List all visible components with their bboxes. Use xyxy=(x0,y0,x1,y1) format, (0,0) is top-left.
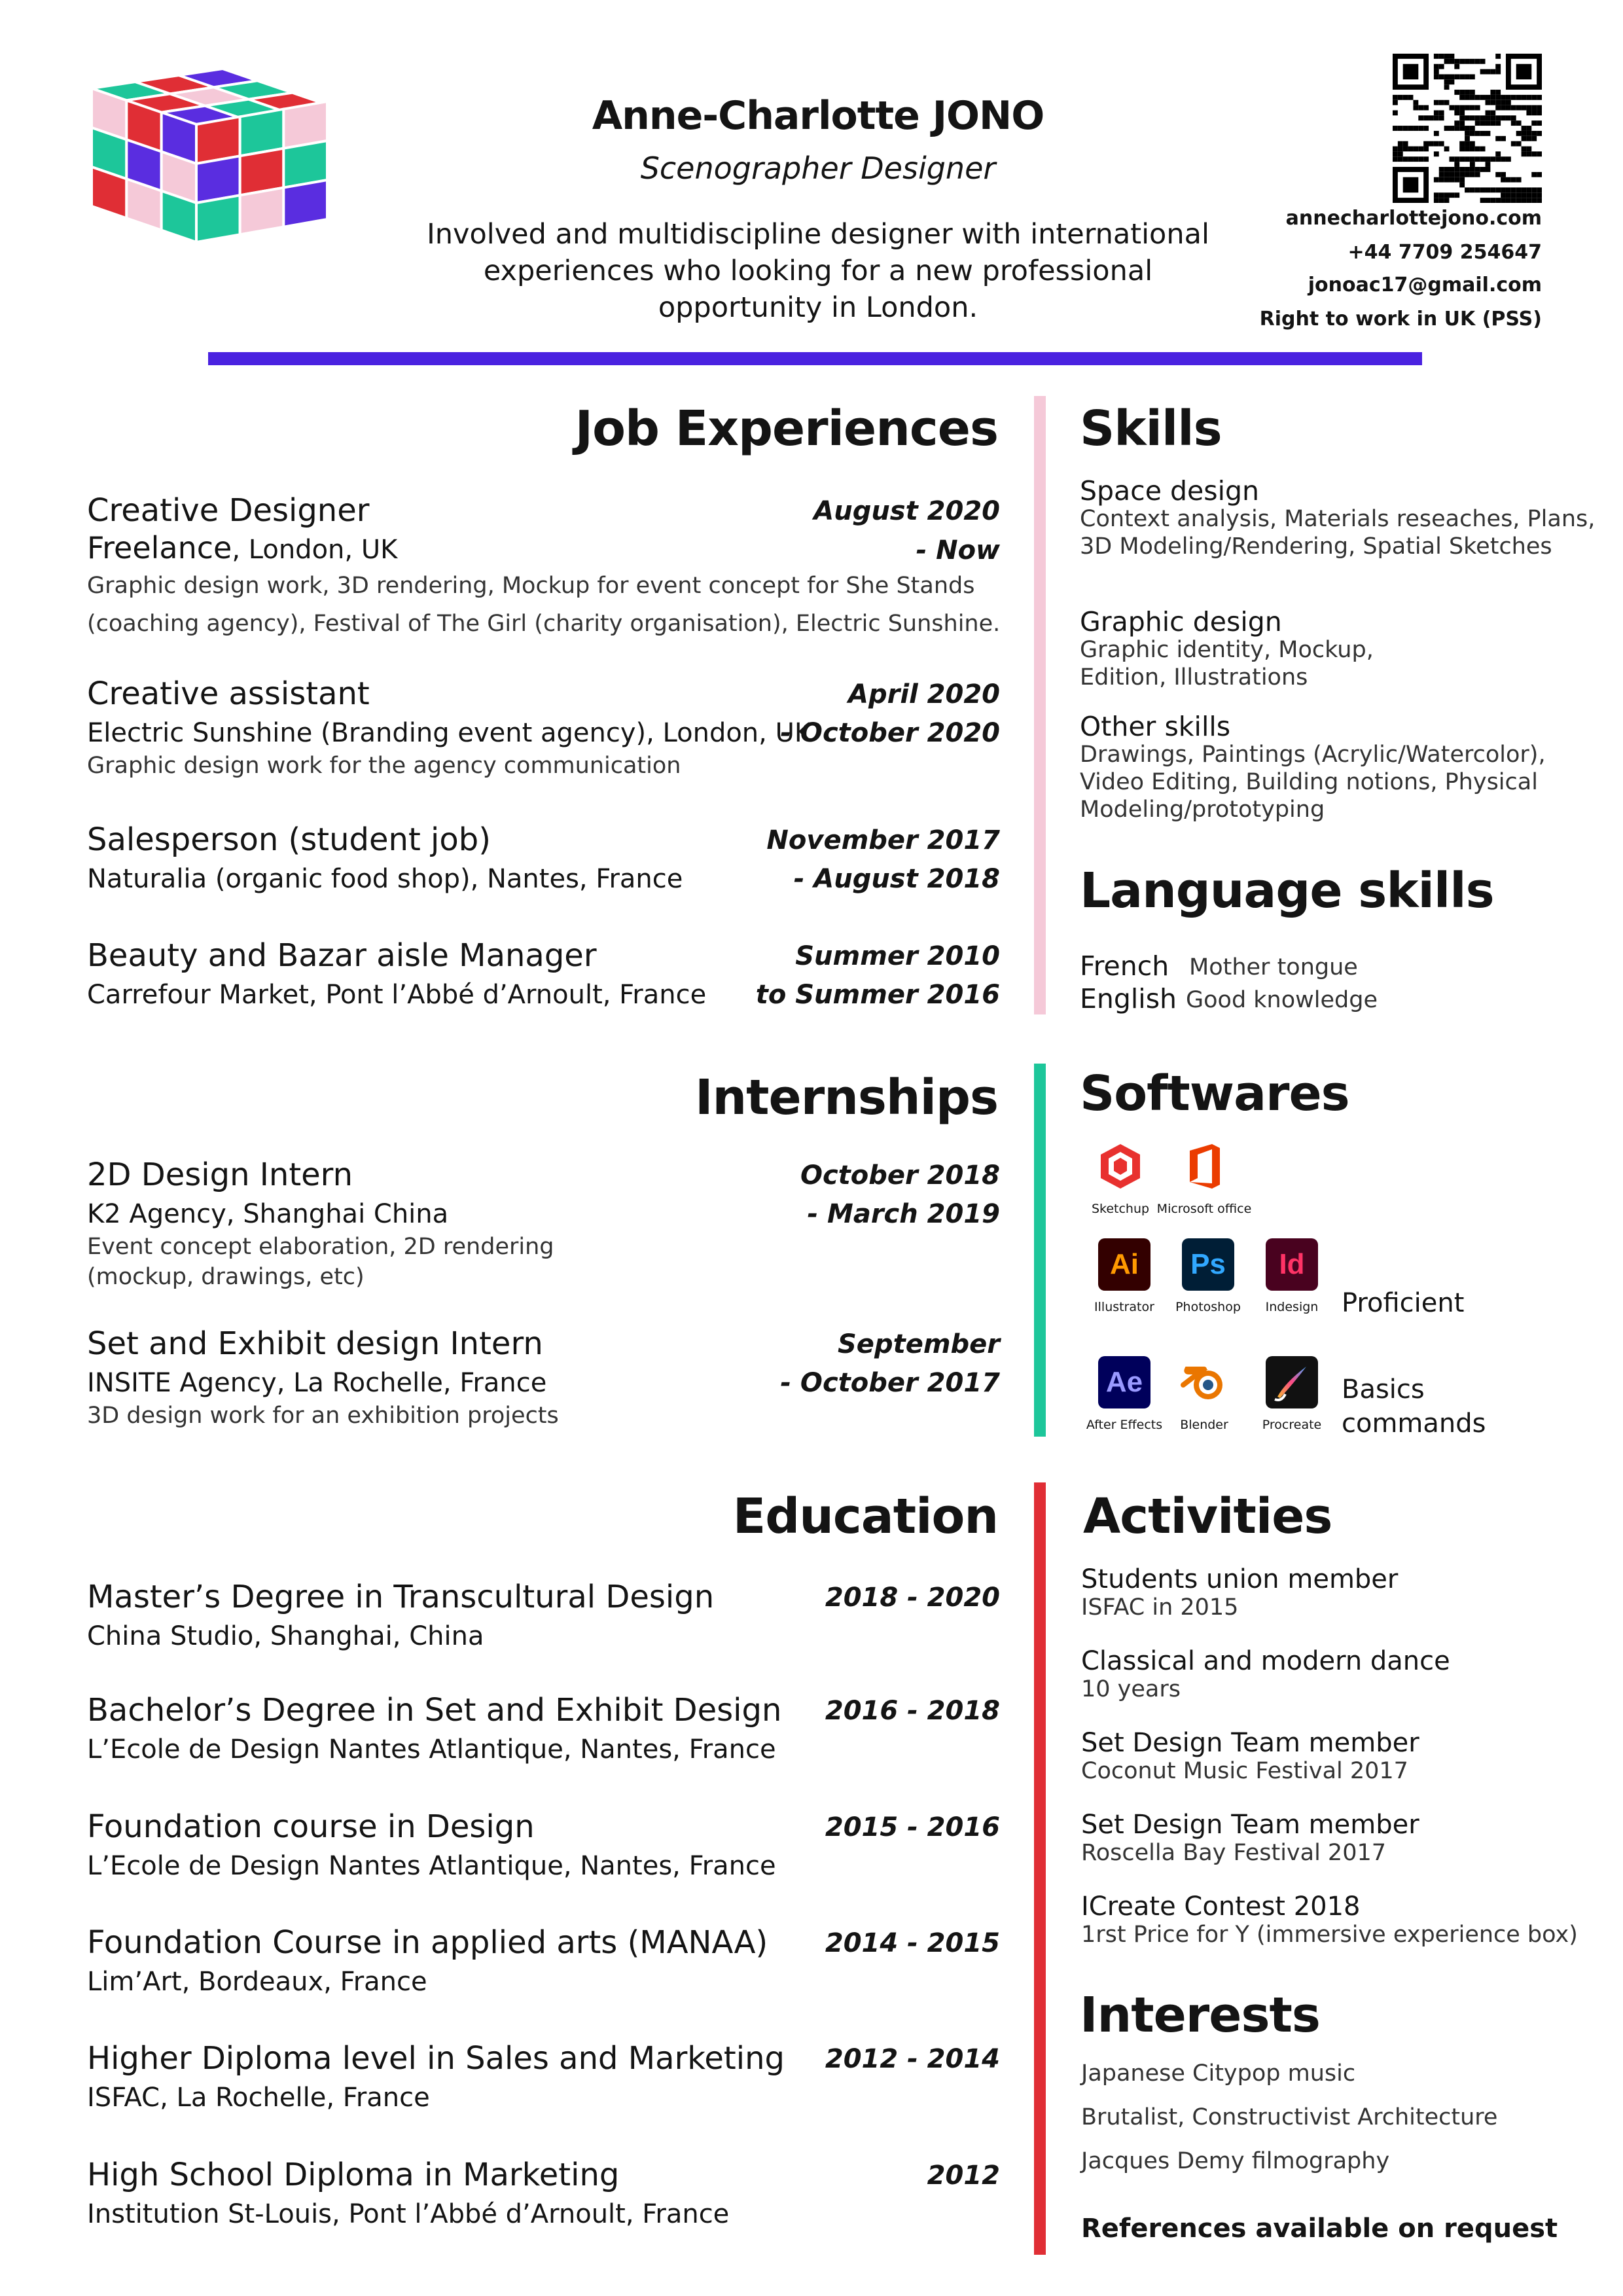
internship-company: K2 Agency, Shanghai China xyxy=(87,1199,449,1229)
profile-summary: Involved and multidiscipline designer with international experiences who looking for a new professional opportunity in London. xyxy=(427,218,1209,324)
skill-description: Drawings, Paintings (Acrylic/Watercolor), Video Editing, Building notions, Physical Modeling/prototyping xyxy=(1080,742,1546,823)
degree-date: 2016 - 2018 xyxy=(825,1696,1000,1726)
software-procreate xyxy=(1259,1356,1325,1432)
interest-item: Japanese Citypop music xyxy=(1081,2060,1356,2087)
job-title: Beauty and Bazar aisle Manager xyxy=(87,937,597,974)
job-date-start: August 2020 xyxy=(813,496,1000,526)
interest-item: Brutalist, Constructivist Architecture xyxy=(1081,2104,1498,2130)
software-label: Photoshop xyxy=(1175,1300,1241,1314)
degree-date: 2014 - 2015 xyxy=(825,1928,1000,1958)
job-date-end: - October 2020 xyxy=(780,718,1000,748)
internship-date-end: - March 2019 xyxy=(807,1199,1000,1229)
divider-green xyxy=(1034,1064,1046,1437)
school-name: Lim’Art, Bordeaux, France xyxy=(87,1967,427,1997)
internship-date-end: - October 2017 xyxy=(780,1368,1000,1398)
internship-title: 2D Design Intern xyxy=(87,1157,353,1193)
job-company: Freelance, London, UK xyxy=(87,530,398,565)
job-title: Salesperson (student job) xyxy=(87,821,491,858)
degree-date: 2018 - 2020 xyxy=(825,1583,1000,1613)
candidate-name: Anne-Charlotte JONO xyxy=(592,93,1044,139)
degree-title: Bachelor’s Degree in Set and Exhibit Design xyxy=(87,1692,782,1729)
activity-name: Set Design Team member xyxy=(1081,1728,1419,1758)
procreate-icon xyxy=(1266,1356,1318,1408)
software-label: Blender xyxy=(1180,1418,1228,1432)
job-company: Naturalia (organic food shop), Nantes, France xyxy=(87,864,683,894)
references-note: References available on request xyxy=(1081,2214,1558,2244)
skill-description: Graphic identity, Mockup, Edition, Illustrations xyxy=(1080,637,1374,691)
software-illustrator xyxy=(1092,1238,1157,1314)
language-name: English xyxy=(1080,983,1177,1014)
job-company: Electric Sunshine (Branding event agency), London, UK xyxy=(87,718,812,748)
job-description: Graphic design work for the agency communication xyxy=(87,753,681,779)
skill-name: Space design xyxy=(1080,475,1259,507)
activity-description: ISFAC in 2015 xyxy=(1081,1594,1239,1621)
office-icon xyxy=(1178,1140,1230,1193)
email-link[interactable]: jonoac17@gmail.com xyxy=(1308,274,1542,296)
skills-heading: Skills xyxy=(1080,401,1222,457)
job-title: Creative Designer xyxy=(87,492,370,529)
software-label: Procreate xyxy=(1262,1418,1322,1432)
proficient-label: Proficient xyxy=(1342,1288,1465,1318)
indesign-icon: Id xyxy=(1266,1238,1318,1291)
software-label: Sketchup xyxy=(1091,1202,1150,1216)
activity-name: ICreate Contest 2018 xyxy=(1081,1892,1361,1922)
language-level: Mother tongue xyxy=(1189,954,1358,980)
divider-red xyxy=(1034,1482,1046,2255)
degree-title: Higher Diploma level in Sales and Marketing xyxy=(87,2040,785,2077)
school-name: Institution St-Louis, Pont l’Abbé d’Arnoult, France xyxy=(87,2199,730,2229)
school-name: China Studio, Shanghai, China xyxy=(87,1621,484,1651)
candidate-role: Scenographer Designer xyxy=(640,151,996,186)
internship-description: Event concept elaboration, 2D rendering (mockup, drawings, etc) xyxy=(87,1234,554,1290)
software-indesign xyxy=(1259,1238,1325,1314)
job-date-start: November 2017 xyxy=(766,825,1000,855)
language-level: Good knowledge xyxy=(1186,987,1378,1013)
softwares-heading: Softwares xyxy=(1080,1066,1349,1122)
divider-pink xyxy=(1034,396,1046,1014)
basics-label: Basics xyxy=(1342,1374,1425,1405)
skill-name: Graphic design xyxy=(1080,606,1282,637)
job-experiences-heading: Job Experiences xyxy=(575,401,998,457)
school-name: L’Ecole de Design Nantes Atlantique, Nantes, France xyxy=(87,1851,776,1881)
degree-title: Foundation Course in applied arts (MANAA) xyxy=(87,1924,768,1961)
software-blender xyxy=(1171,1356,1237,1432)
rubiks-cube-logo xyxy=(85,62,334,252)
job-date-start: Summer 2010 xyxy=(795,941,1000,971)
activity-description: Roscella Bay Festival 2017 xyxy=(1081,1840,1387,1866)
degree-title: Foundation course in Design xyxy=(87,1808,535,1845)
activity-description: Coconut Music Festival 2017 xyxy=(1081,1758,1408,1784)
skill-name: Other skills xyxy=(1080,711,1231,742)
software-label: Illustrator xyxy=(1094,1300,1154,1314)
activity-name: Set Design Team member xyxy=(1081,1810,1419,1840)
software-label: Microsoft office xyxy=(1156,1202,1252,1216)
job-description: Graphic design work, 3D rendering, Mockup for event concept for She Stands (coaching agency), Festival of The Girl (charity organisation), Electric Sunshine. xyxy=(87,573,1001,637)
school-name: ISFAC, La Rochelle, France xyxy=(87,2083,430,2113)
software-label: Indesign xyxy=(1265,1300,1319,1314)
website-link[interactable]: annecharlottejono.com xyxy=(1285,207,1542,230)
internship-title: Set and Exhibit design Intern xyxy=(87,1325,543,1362)
after-effects-icon: Ae xyxy=(1098,1356,1150,1408)
internship-date-start: September xyxy=(838,1329,1000,1359)
skill-description: Context analysis, Materials reseaches, Plans, 3D Modeling/Rendering, Spatial Sketches xyxy=(1080,506,1596,560)
blender-icon xyxy=(1178,1356,1230,1408)
job-date-end: - Now xyxy=(916,535,1000,565)
degree-title: High School Diploma in Marketing xyxy=(87,2157,620,2193)
language-skills-heading: Language skills xyxy=(1080,863,1494,919)
software-label: After Effects xyxy=(1086,1418,1163,1432)
software-sketchup xyxy=(1088,1140,1153,1216)
job-title: Creative assistant xyxy=(87,675,370,712)
job-date-start: April 2020 xyxy=(848,679,1000,709)
illustrator-icon: Ai xyxy=(1098,1238,1150,1291)
job-date-end: - August 2018 xyxy=(793,864,1000,894)
degree-date: 2012 xyxy=(927,2161,1000,2191)
internship-description: 3D design work for an exhibition projects xyxy=(87,1403,559,1429)
degree-date: 2012 - 2014 xyxy=(825,2044,1000,2074)
internships-heading: Internships xyxy=(694,1069,998,1126)
education-heading: Education xyxy=(732,1488,998,1545)
interests-heading: Interests xyxy=(1080,1987,1320,2043)
software-office xyxy=(1156,1140,1252,1216)
sketchup-icon xyxy=(1094,1140,1147,1193)
interest-item: Jacques Demy filmography xyxy=(1081,2148,1390,2174)
internship-company: INSITE Agency, La Rochelle, France xyxy=(87,1368,547,1398)
phone-number[interactable]: +44 7709 254647 xyxy=(1347,241,1542,264)
internship-date-start: October 2018 xyxy=(800,1160,1000,1191)
language-name: French xyxy=(1080,950,1169,982)
right-to-work: Right to work in UK (PSS) xyxy=(1259,308,1542,331)
activity-description: 10 years xyxy=(1081,1676,1181,1702)
photoshop-icon: Ps xyxy=(1182,1238,1234,1291)
job-company: Carrefour Market, Pont l’Abbé d’Arnoult, France xyxy=(87,980,707,1010)
job-date-end: to Summer 2016 xyxy=(755,980,1000,1010)
activity-name: Classical and modern dance xyxy=(1081,1646,1450,1676)
activity-description: 1rst Price for Y (immersive experience box) xyxy=(1081,1922,1578,1948)
software-photoshop xyxy=(1175,1238,1241,1314)
header-divider xyxy=(208,352,1422,365)
activities-heading: Activities xyxy=(1083,1488,1332,1545)
degree-date: 2015 - 2016 xyxy=(825,1812,1000,1842)
school-name: L’Ecole de Design Nantes Atlantique, Nantes, France xyxy=(87,1734,776,1765)
basics-label-2: commands xyxy=(1342,1408,1486,1439)
qr-code-icon[interactable] xyxy=(1393,54,1542,203)
activity-name: Students union member xyxy=(1081,1564,1399,1594)
degree-title: Master’s Degree in Transcultural Design xyxy=(87,1579,715,1615)
